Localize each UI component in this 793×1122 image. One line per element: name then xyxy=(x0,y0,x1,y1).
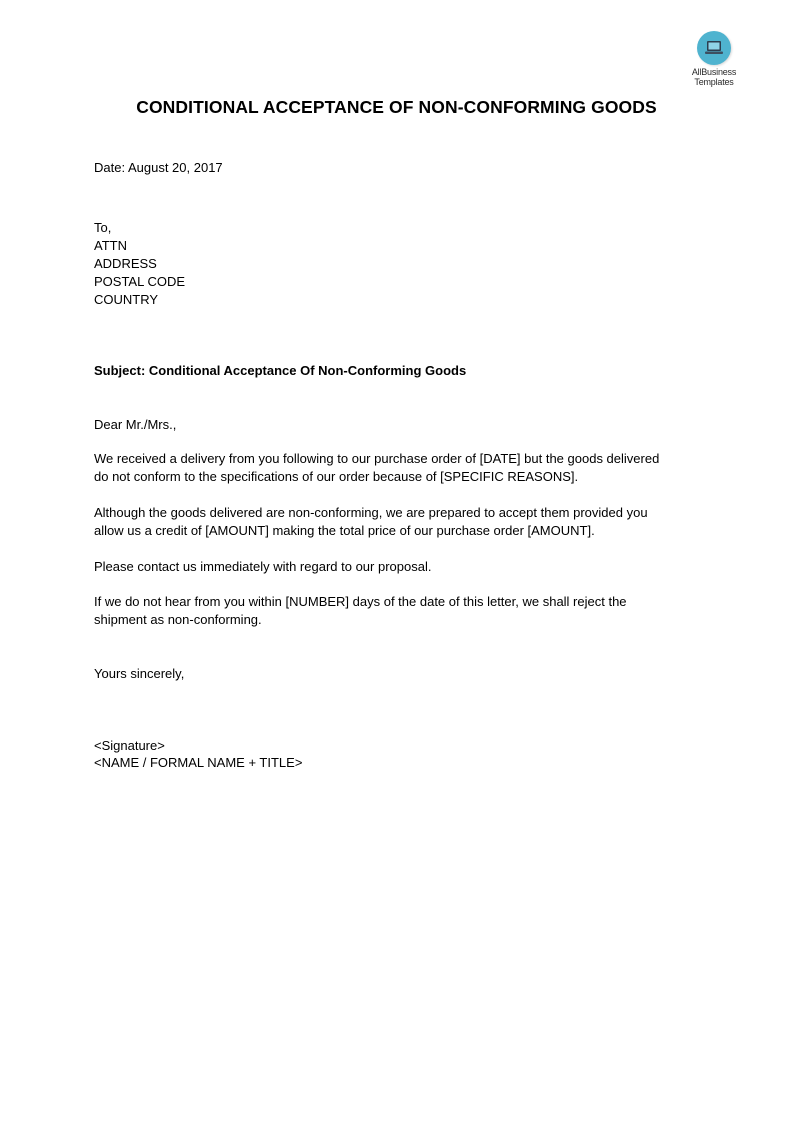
date-line: Date: August 20, 2017 xyxy=(94,160,223,175)
recipient-postal-code: POSTAL CODE xyxy=(94,274,186,289)
paragraph-4-line-1: If we do not hear from you within [NUMBER] days of the date of this letter, we shall reject the xyxy=(94,594,627,609)
closing: Yours sincerely, xyxy=(94,666,185,681)
recipient-attn: ATTN xyxy=(94,238,127,253)
logo-text xyxy=(680,67,748,87)
paragraph-1-line-1: We received a delivery from you following to our purchase order of [DATE] but the goods delivered xyxy=(94,451,660,466)
logo-line-1: AllBusiness xyxy=(691,67,737,77)
subject-line: Subject: Conditional Acceptance Of Non-Conforming Goods xyxy=(94,363,467,378)
paragraph-2-line-1: Although the goods delivered are non-conforming, we are prepared to accept them provided you xyxy=(94,505,648,520)
recipient-country: COUNTRY xyxy=(94,292,159,307)
brand-logo xyxy=(680,31,748,87)
recipient-address: ADDRESS xyxy=(94,256,157,271)
paragraph-1-line-2: do not conform to the specifications of our order because of [SPECIFIC REASONS]. xyxy=(94,469,579,484)
signature-placeholder: <Signature> xyxy=(94,738,165,753)
salutation: Dear Mr./Mrs., xyxy=(94,417,177,432)
logo-line-2: Templates xyxy=(694,77,734,87)
paragraph-2-line-2: allow us a credit of [AMOUNT] making the total price of our purchase order [AMOUNT]. xyxy=(94,523,595,538)
signer-name-title: <NAME / FORMAL NAME + TITLE> xyxy=(94,755,303,770)
laptop-icon xyxy=(697,31,731,65)
recipient-to: To, xyxy=(94,220,112,235)
paragraph-3-line-1: Please contact us immediately with regard to our proposal. xyxy=(94,559,432,574)
paragraph-4-line-2: shipment as non-conforming. xyxy=(94,612,262,627)
document-title: CONDITIONAL ACCEPTANCE OF NON-CONFORMING GOODS xyxy=(136,97,657,117)
